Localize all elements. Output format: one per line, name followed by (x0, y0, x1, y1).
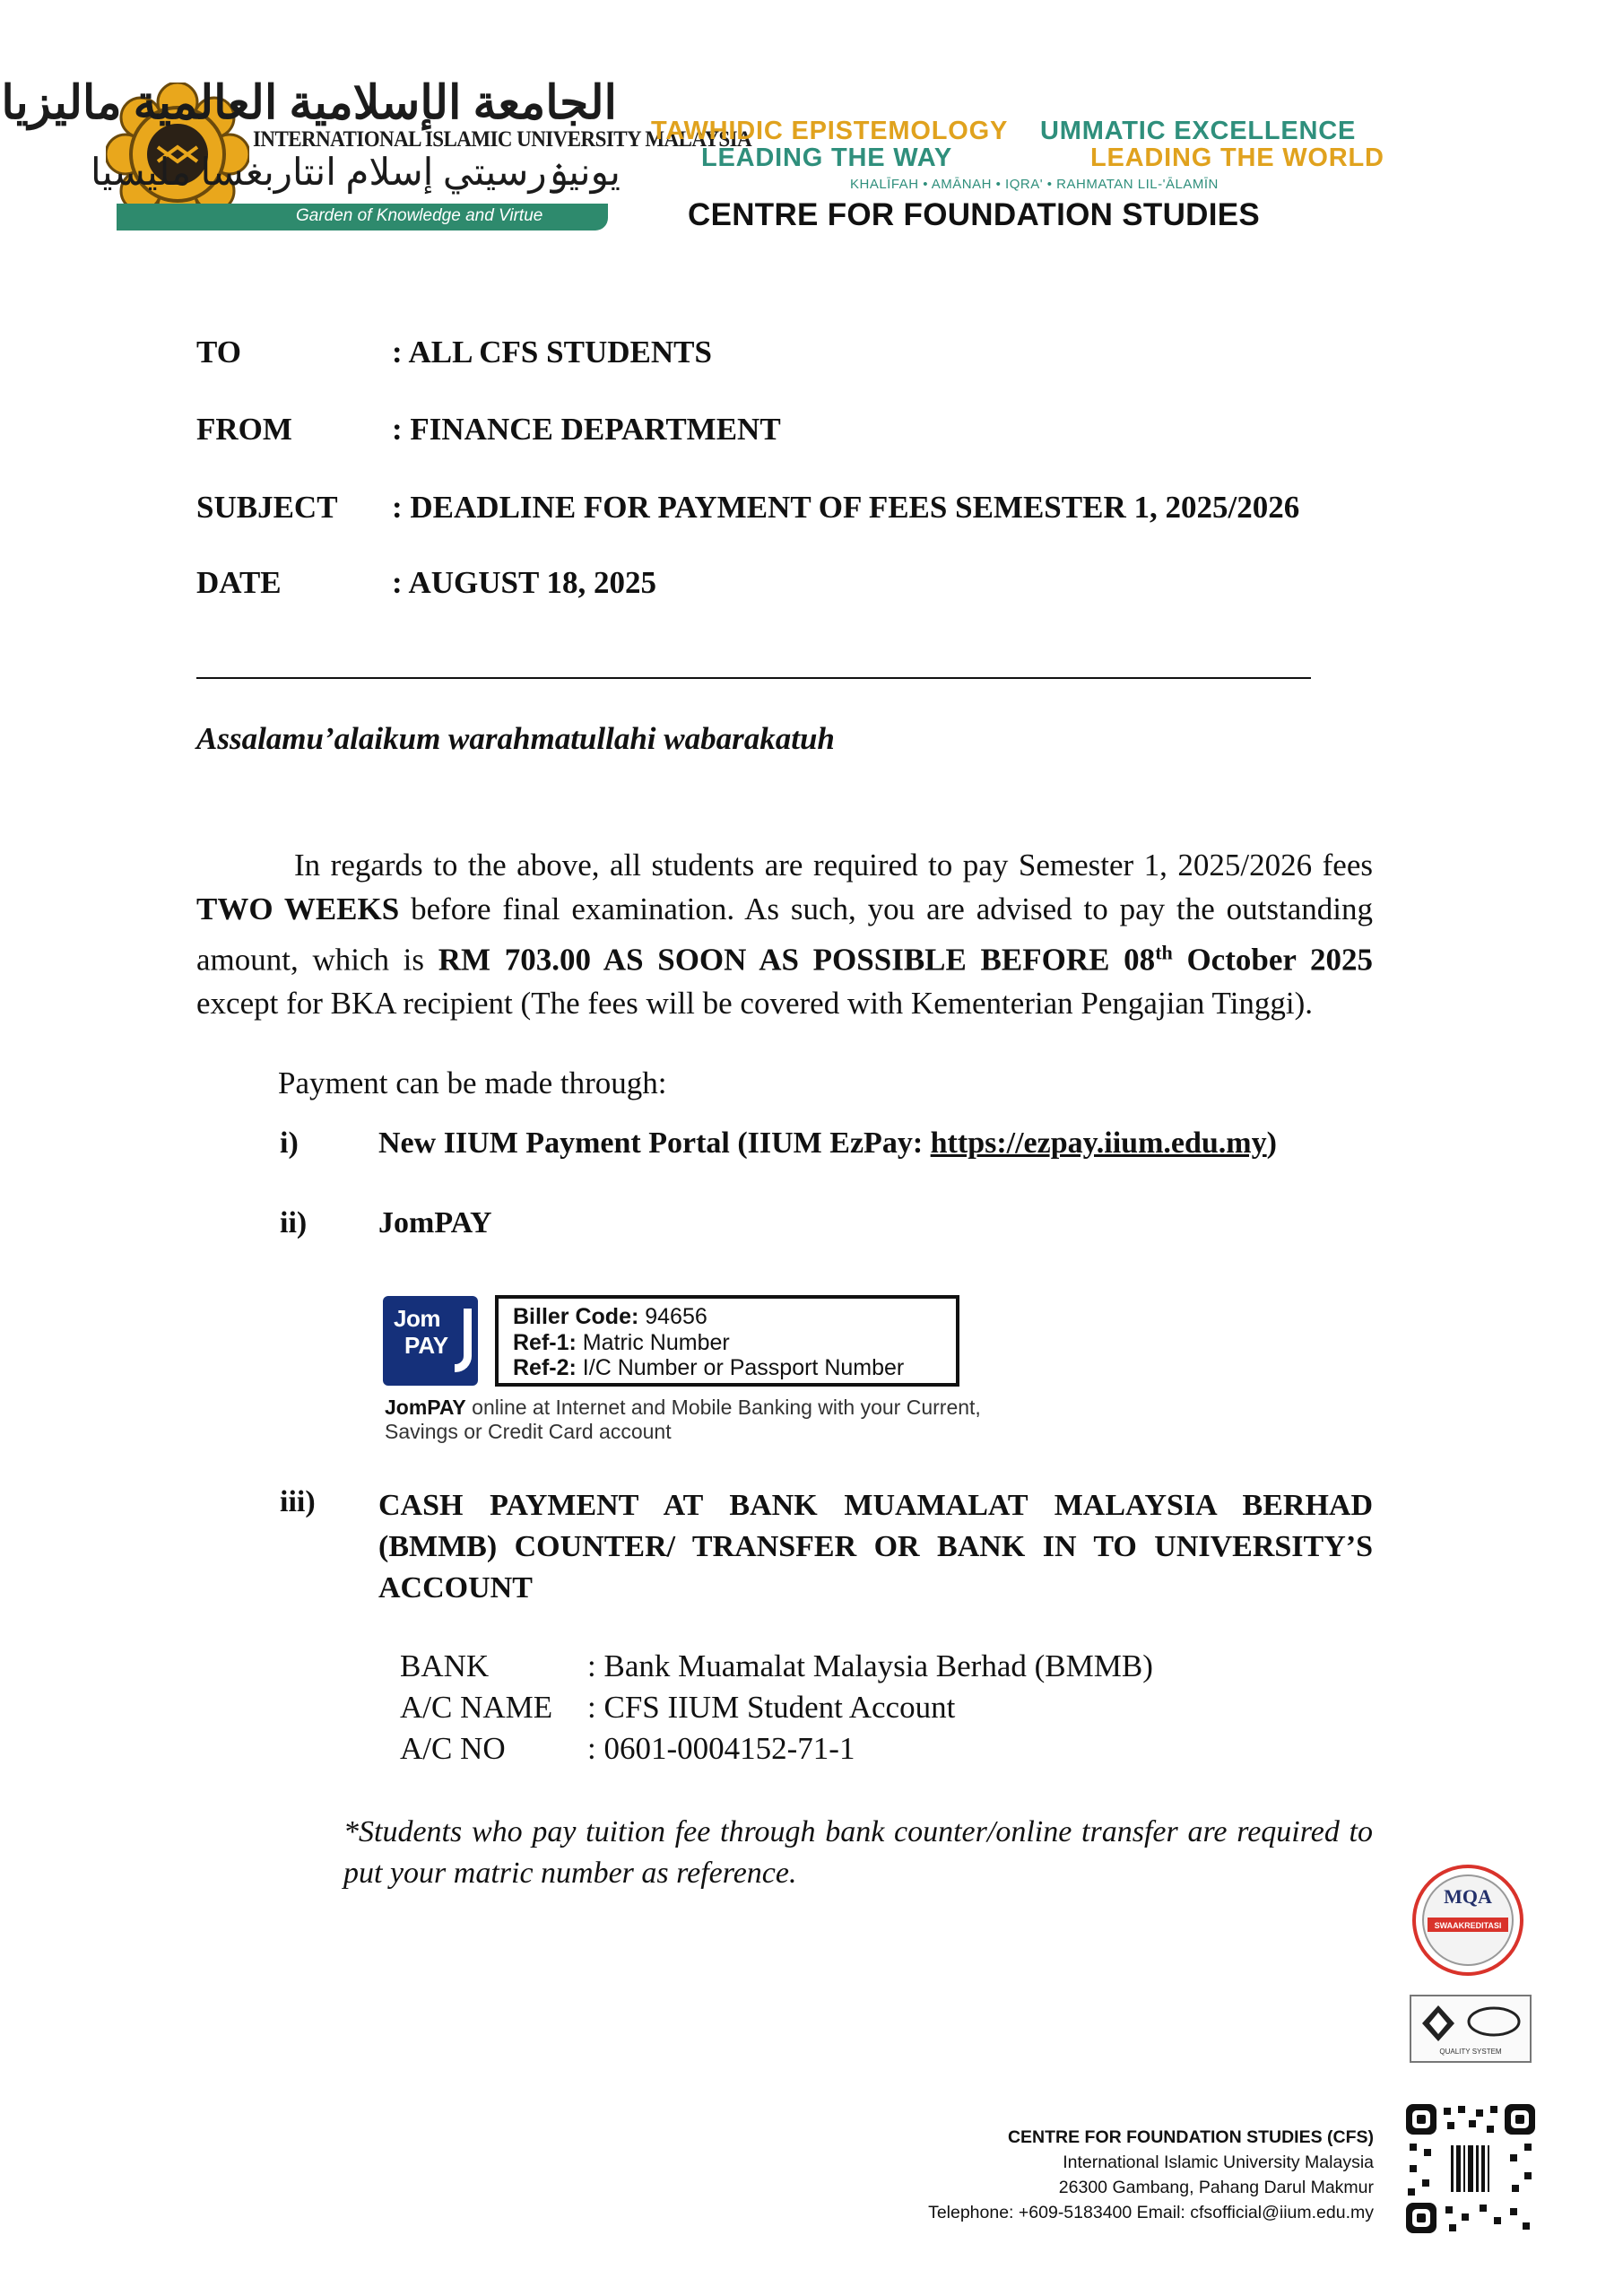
jompay-info-box (495, 1295, 959, 1387)
quality-text: QUALITY SYSTEM (1439, 2048, 1502, 2056)
mqa-sub: SWAAKREDITASI (1434, 1921, 1502, 1930)
quality-system-badge-icon (1410, 1995, 1532, 2063)
jompay-logo-line2: PAY (404, 1332, 449, 1359)
body-bold-amount: RM 703.00 AS SOON AS POSSIBLE BEFORE 08 (438, 942, 1156, 978)
memo-date-value: : AUGUST 18, 2025 (392, 565, 656, 600)
item3-number: iii) (280, 1485, 316, 1518)
body-part1: In regards to the above, all students are required to pay Semester 1, 2025/2026 fees (294, 848, 1373, 883)
body-paragraph (196, 844, 1373, 1026)
banner-left-line2: LEADING THE WAY (701, 144, 953, 172)
acc-name-value: : CFS IIUM Student Account (587, 1690, 956, 1725)
jompay-logo-icon (383, 1296, 478, 1386)
memo-subject-value: : DEADLINE FOR PAYMENT OF FEES SEMESTER 1, 2025/2026 (392, 490, 1300, 525)
acc-name-label: A/C NAME (400, 1690, 553, 1725)
item1-text (378, 1126, 1277, 1161)
jompay-biller-row: Biller Code: 94656 (513, 1304, 707, 1329)
memo-to-value: : ALL CFS STUDENTS (392, 335, 712, 370)
mqa-badge-icon (1411, 1864, 1524, 1977)
jompay-logo-line1: Jom (394, 1305, 440, 1332)
ezpay-link[interactable]: https://ezpay.iium.edu.my (930, 1126, 1267, 1160)
item1-label: New IIUM Payment Portal (IIUM EzPay: (378, 1126, 931, 1160)
banner-left-line1: TAWHIDIC EPISTEMOLOGY (651, 117, 1009, 145)
body-bold-date: October 2025 (1172, 942, 1373, 978)
body-part3: except for BKA recipient (The fees will be covered with Kementerian Pengajian Tinggi). (196, 986, 1314, 1022)
memo-from-value: : FINANCE DEPARTMENT (392, 412, 781, 447)
memo-subject-label: SUBJECT (196, 490, 338, 525)
body-bold-two-weeks: TWO WEEKS (196, 891, 400, 926)
university-tagline: Garden of Knowledge and Virtue (296, 206, 543, 225)
acc-no-label: A/C NO (400, 1731, 506, 1766)
body-bold-sup: th (1155, 941, 1173, 963)
acc-no-value: : 0601-0004152-71-1 (587, 1731, 855, 1766)
jompay-caption: JomPAY online at Internet and Mobile Banking with your Current, Savings or Credit Card account (385, 1396, 981, 1443)
banner-right-line2: LEADING THE WORLD (1090, 144, 1384, 172)
mqa-text: MQA (1444, 1885, 1492, 1908)
bank-label: BANK (400, 1648, 490, 1683)
university-arabic-name: الجامعة الإسلامية العالمية ماليزيا (1, 78, 617, 129)
item3-text: CASH PAYMENT AT BANK MUAMALAT MALAYSIA BERHAD (BMMB) COUNTER/ TRANSFER OR BANK IN TO UNIVERSITY’S ACCOUNT (378, 1489, 1373, 1605)
item1-number: i) (280, 1126, 299, 1160)
university-name: INTERNATIONAL ISLAMIC UNIVERSITY MALAYSIA (253, 127, 752, 152)
memo-from-label: FROM (196, 412, 292, 447)
footer-line2: 26300 Gambang, Pahang Darul Makmur (1058, 2178, 1374, 2197)
memo-to-label: TO (196, 335, 241, 370)
banner-values: KHALĪFAH • AMĀNAH • IQRA' • RAHMATAN LIL-'ĀLAMĪN (850, 177, 1219, 192)
jompay-ref2-row: Ref-2: I/C Number or Passport Number (513, 1355, 905, 1380)
footer-contact: Telephone: +609-5183400 Email: cfsofficial@iium.edu.my (928, 2203, 1374, 2222)
jompay-ref1-row: Ref-1: Matric Number (513, 1330, 730, 1355)
reference-note: *Students who pay tuition fee through bank counter/online transfer are required to put your matric number as reference. (343, 1815, 1373, 1890)
body-part2: before final examination. As such, you are advised to pay the outstanding amount, which is (196, 891, 1374, 978)
qr-code-icon (1404, 2102, 1537, 2235)
bank-value: : Bank Muamalat Malaysia Berhad (BMMB) (587, 1648, 1153, 1683)
memo-divider (196, 677, 1311, 679)
memo-date-label: DATE (196, 565, 282, 600)
item1-close: ) (1266, 1126, 1277, 1160)
banner-right-line1: UMMATIC EXCELLENCE (1040, 117, 1357, 145)
salutation: Assalamu’alaikum warahmatullahi wabarakatuh (196, 721, 835, 756)
payment-intro: Payment can be made through: (278, 1065, 667, 1100)
footer-title: CENTRE FOR FOUNDATION STUDIES (CFS) (1007, 2127, 1374, 2147)
university-jawi-name: يونيۏرسيتي إسلام انتاربغسا مليسيا (91, 152, 621, 194)
item2-text: JomPAY (378, 1206, 492, 1239)
centre-title: CENTRE FOR FOUNDATION STUDIES (688, 197, 1261, 232)
item2-number: ii) (280, 1206, 308, 1239)
footer-line1: International Islamic University Malaysia (1063, 2152, 1374, 2172)
